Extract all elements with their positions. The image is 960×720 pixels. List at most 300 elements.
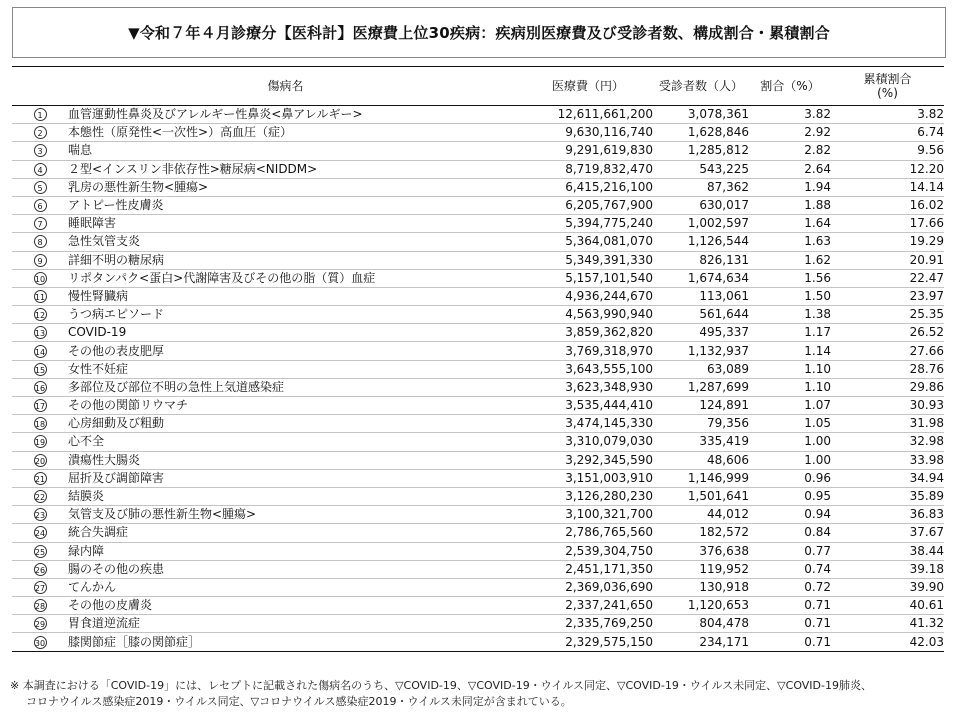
disease-name: 潰瘍性大腸炎	[68, 452, 141, 467]
cumulative-ratio: 3.82	[917, 107, 944, 122]
rank-number: 9	[34, 254, 47, 267]
rank-number: 18	[34, 417, 47, 430]
patient-count: 48,606	[707, 452, 749, 467]
medical-cost-cell	[503, 397, 653, 415]
disease-name-cell	[68, 142, 503, 160]
patient-count: 1,501,641	[687, 489, 749, 504]
cumulative-ratio-cell	[831, 142, 944, 160]
cost-ratio: 0.71	[804, 634, 831, 649]
rank-number-cell	[12, 615, 68, 633]
medical-cost: 2,786,765,560	[565, 525, 653, 540]
disease-name: 血管運動性鼻炎及びアレルギー性鼻炎<鼻アレルギー>	[68, 107, 363, 122]
cost-ratio-cell	[749, 487, 831, 505]
rank-number: 10	[34, 272, 47, 285]
cumulative-ratio-cell	[831, 342, 944, 360]
cost-ratio: 1.94	[804, 179, 831, 194]
patient-count-cell	[653, 360, 749, 378]
cost-ratio-cell	[749, 378, 831, 396]
medical-cost: 12,611,661,200	[557, 107, 653, 122]
table-body	[12, 106, 944, 652]
disease-name-cell	[68, 287, 503, 305]
medical-cost-cell	[503, 615, 653, 633]
disease-name-cell	[68, 124, 503, 142]
disease-name-cell	[68, 415, 503, 433]
cost-ratio: 0.84	[804, 525, 831, 540]
cost-ratio: 0.77	[804, 543, 831, 558]
medical-cost-cell	[503, 160, 653, 178]
rank-number-cell	[12, 378, 68, 396]
patient-count: 1,126,544	[687, 234, 749, 249]
medical-cost-cell	[503, 378, 653, 396]
table-row	[12, 378, 944, 396]
footnote-text-line2: コロナウイルス感染症2019・ウイルス同定、▽コロナウイルス感染症2019・ウイルス未同定が含まれている。	[26, 695, 572, 708]
table-row	[12, 597, 944, 615]
disease-name-cell	[68, 360, 503, 378]
rank-number-cell	[12, 324, 68, 342]
table-row	[12, 487, 944, 505]
patient-count: 113,061	[699, 288, 749, 303]
medical-cost: 6,205,767,900	[565, 198, 653, 213]
rank-number-cell	[12, 124, 68, 142]
cumulative-ratio: 33.98	[909, 452, 944, 467]
cost-ratio-cell	[749, 397, 831, 415]
table-row	[12, 233, 944, 251]
disease-name: 多部位及び部位不明の急性上気道感染症	[68, 379, 285, 394]
patient-count: 561,644	[699, 307, 749, 322]
rank-number: 1	[34, 108, 47, 121]
cost-ratio-cell	[749, 306, 831, 324]
cost-ratio-cell	[749, 142, 831, 160]
medical-cost: 2,539,304,750	[565, 543, 653, 558]
disease-name: 膝関節症［膝の関節症］	[68, 634, 201, 649]
cost-ratio-cell	[749, 269, 831, 287]
cost-ratio: 2.82	[804, 143, 831, 158]
disease-name-cell	[68, 542, 503, 560]
cumulative-ratio: 6.74	[917, 125, 944, 140]
table-row	[12, 469, 944, 487]
cost-ratio-cell	[749, 324, 831, 342]
table-row	[12, 524, 944, 542]
patient-count: 87,362	[707, 179, 749, 194]
medical-cost: 3,769,318,970	[565, 343, 653, 358]
patient-count-cell	[653, 542, 749, 560]
disease-name: その他の表皮肥厚	[68, 343, 165, 358]
disease-name: うつ病エピソード	[68, 307, 165, 322]
patient-count-cell	[653, 178, 749, 196]
patient-count-cell	[653, 560, 749, 578]
table-title-box	[12, 7, 946, 58]
footnote-line1	[10, 678, 950, 694]
disease-name-cell	[68, 397, 503, 415]
medical-cost-cell	[503, 106, 653, 124]
medical-cost-cell	[503, 506, 653, 524]
medical-cost-cell	[503, 124, 653, 142]
cumulative-ratio-cell	[831, 215, 944, 233]
cost-ratio-cell	[749, 106, 831, 124]
table-row	[12, 324, 944, 342]
disease-name: その他の皮膚炎	[68, 598, 153, 613]
cost-ratio: 1.00	[804, 452, 831, 467]
rank-number: 22	[34, 490, 47, 503]
disease-name: COVID-19	[68, 325, 127, 340]
cumulative-ratio-cell	[831, 506, 944, 524]
disease-name-cell	[68, 578, 503, 596]
cost-ratio-cell	[749, 560, 831, 578]
medical-cost-cell	[503, 215, 653, 233]
disease-name-cell	[68, 269, 503, 287]
patient-count: 826,131	[699, 252, 749, 267]
cumulative-ratio-cell	[831, 633, 944, 651]
cumulative-ratio-cell	[831, 324, 944, 342]
rank-number: 12	[34, 308, 47, 321]
patient-count: 130,918	[699, 579, 749, 594]
disease-name: アトピー性皮膚炎	[68, 198, 164, 213]
disease-name: 屈折及び調節障害	[68, 470, 165, 485]
cost-ratio: 2.92	[804, 125, 831, 140]
rank-number-cell	[12, 360, 68, 378]
disease-name: ２型<インスリン非依存性>糖尿病<NIDDM>	[68, 161, 318, 176]
rank-number: 5	[34, 181, 47, 194]
medical-cost-cell	[503, 487, 653, 505]
cumulative-ratio-cell	[831, 397, 944, 415]
cumulative-ratio: 35.89	[909, 489, 944, 504]
patient-count-cell	[653, 578, 749, 596]
disease-name: その他の関節リウマチ	[68, 398, 189, 413]
disease-name: 腸のその他の疾患	[68, 561, 165, 576]
patient-count-cell	[653, 306, 749, 324]
rank-number-cell	[12, 433, 68, 451]
patient-count-cell	[653, 378, 749, 396]
cost-ratio-cell	[749, 615, 831, 633]
cost-ratio-cell	[749, 451, 831, 469]
cost-ratio: 3.82	[804, 107, 831, 122]
cumulative-ratio: 36.83	[909, 507, 944, 522]
medical-cost-cell	[503, 251, 653, 269]
cumulative-ratio: 19.29	[909, 234, 944, 249]
disease-name: 気管支及び肺の悪性新生物<腫瘍>	[68, 507, 257, 522]
disease-name-cell	[68, 215, 503, 233]
disease-name-cell	[68, 251, 503, 269]
rank-number-cell	[12, 397, 68, 415]
medical-cost-cell	[503, 415, 653, 433]
medical-cost: 3,859,362,820	[565, 325, 653, 340]
patient-count: 124,891	[699, 398, 749, 413]
rank-number-cell	[12, 233, 68, 251]
cost-ratio: 1.14	[804, 343, 831, 358]
patient-count: 1,132,937	[687, 343, 749, 358]
disease-name: 喘息	[68, 143, 93, 158]
rank-number: 19	[34, 435, 47, 448]
patient-count-cell	[653, 324, 749, 342]
rank-number: 2	[34, 126, 47, 139]
cost-ratio-cell	[749, 469, 831, 487]
cumulative-ratio: 16.02	[909, 198, 944, 213]
patient-count: 543,225	[699, 161, 749, 176]
rank-number: 28	[34, 599, 47, 612]
disease-cost-table	[12, 66, 944, 652]
cumulative-ratio: 22.47	[909, 270, 944, 285]
medical-cost: 3,310,079,030	[565, 434, 653, 449]
patient-count-cell	[653, 506, 749, 524]
cost-ratio-cell	[749, 124, 831, 142]
cumulative-ratio: 17.66	[909, 216, 944, 231]
medical-cost: 2,369,036,690	[565, 579, 653, 594]
page-title: ▼令和７年４月診療分【医科計】医療費上位30疾病：疾病別医療費及び受診者数、構成割合・累積割合	[128, 24, 830, 42]
cost-ratio: 1.00	[804, 434, 831, 449]
rank-number: 4	[34, 163, 47, 176]
cumulative-ratio: 9.56	[917, 143, 944, 158]
rank-number: 15	[34, 363, 47, 376]
rank-number: 26	[34, 563, 47, 576]
cumulative-ratio-cell	[831, 233, 944, 251]
patient-count-cell	[653, 233, 749, 251]
disease-name-cell	[68, 560, 503, 578]
header-ratio: 割合（%）	[760, 79, 820, 93]
medical-cost-cell	[503, 578, 653, 596]
patient-count-cell	[653, 160, 749, 178]
disease-name-cell	[68, 233, 503, 251]
rank-number: 6	[34, 199, 47, 212]
medical-cost: 4,563,990,940	[565, 307, 653, 322]
medical-cost: 5,394,775,240	[565, 216, 653, 231]
medical-cost: 9,291,619,830	[565, 143, 653, 158]
patient-count: 63,089	[707, 361, 749, 376]
cumulative-ratio-cell	[831, 542, 944, 560]
medical-cost-cell	[503, 142, 653, 160]
footnote-mark: ※	[10, 679, 20, 692]
cumulative-ratio: 39.18	[909, 561, 944, 576]
table-row	[12, 415, 944, 433]
cost-ratio: 1.10	[804, 379, 831, 394]
medical-cost-cell	[503, 196, 653, 214]
rank-number-cell	[12, 506, 68, 524]
patient-count: 335,419	[699, 434, 749, 449]
disease-name: 結膜炎	[68, 489, 105, 504]
medical-cost-cell	[503, 524, 653, 542]
header-medical-cost: 医療費（円）	[551, 79, 624, 93]
rank-number-cell	[12, 269, 68, 287]
patient-count-cell	[653, 451, 749, 469]
medical-cost: 5,364,081,070	[565, 234, 653, 249]
cumulative-ratio-cell	[831, 597, 944, 615]
table-row	[12, 506, 944, 524]
medical-cost-cell	[503, 433, 653, 451]
rank-number: 16	[34, 381, 47, 394]
medical-cost: 5,349,391,330	[565, 252, 653, 267]
rank-number-cell	[12, 142, 68, 160]
cost-ratio: 0.71	[804, 598, 831, 613]
patient-count-cell	[653, 597, 749, 615]
table-row	[12, 560, 944, 578]
cumulative-ratio: 38.44	[909, 543, 944, 558]
disease-name: 統合失調症	[68, 525, 129, 540]
table-row	[12, 124, 944, 142]
medical-cost-cell	[503, 178, 653, 196]
disease-name: 詳細不明の糖尿病	[68, 252, 165, 267]
table-row	[12, 360, 944, 378]
medical-cost: 2,335,769,250	[565, 616, 653, 631]
cost-ratio-cell	[749, 433, 831, 451]
disease-name: 乳房の悪性新生物<腫瘍>	[68, 179, 209, 194]
cumulative-ratio: 30.93	[909, 398, 944, 413]
cost-ratio-cell	[749, 506, 831, 524]
rank-number: 14	[34, 345, 47, 358]
rank-number-cell	[12, 524, 68, 542]
cost-ratio: 0.96	[804, 470, 831, 485]
cost-ratio-cell	[749, 578, 831, 596]
cumulative-ratio-cell	[831, 378, 944, 396]
patient-count: 804,478	[699, 616, 749, 631]
cost-ratio: 1.56	[804, 270, 831, 285]
rank-number: 7	[34, 217, 47, 230]
patient-count: 376,638	[699, 543, 749, 558]
cumulative-ratio-cell	[831, 106, 944, 124]
cost-ratio: 1.62	[804, 252, 831, 267]
medical-cost-cell	[503, 560, 653, 578]
rank-number-cell	[12, 560, 68, 578]
cumulative-ratio-cell	[831, 178, 944, 196]
medical-cost: 4,936,244,670	[565, 288, 653, 303]
disease-name: 本態性（原発性<一次性>）高血圧（症）	[68, 125, 293, 140]
cost-ratio-cell	[749, 215, 831, 233]
disease-name: 睡眠障害	[68, 216, 117, 231]
cost-ratio-cell	[749, 160, 831, 178]
cumulative-ratio: 26.52	[909, 325, 944, 340]
patient-count: 1,674,634	[687, 270, 749, 285]
patient-count-cell	[653, 287, 749, 305]
disease-name: 慢性腎臓病	[68, 288, 129, 303]
disease-name-cell	[68, 597, 503, 615]
rank-number: 30	[34, 636, 47, 649]
table-row	[12, 196, 944, 214]
cost-ratio: 1.17	[804, 325, 831, 340]
header-rank	[12, 67, 68, 106]
header-patients: 受診者数（人）	[658, 79, 743, 93]
cost-ratio-cell	[749, 233, 831, 251]
rank-number: 23	[34, 508, 47, 521]
cumulative-ratio: 39.90	[909, 579, 944, 594]
rank-number: 17	[34, 399, 47, 412]
disease-name-cell	[68, 178, 503, 196]
medical-cost: 3,623,348,930	[565, 379, 653, 394]
cumulative-ratio-cell	[831, 560, 944, 578]
rank-number-cell	[12, 487, 68, 505]
disease-name-cell	[68, 615, 503, 633]
table-header-row	[12, 67, 944, 106]
table-row	[12, 106, 944, 124]
table-row	[12, 287, 944, 305]
cumulative-ratio-cell	[831, 524, 944, 542]
rank-number: 24	[34, 526, 47, 539]
rank-number-cell	[12, 597, 68, 615]
rank-number-cell	[12, 542, 68, 560]
cost-ratio: 1.50	[804, 288, 831, 303]
rank-number-cell	[12, 578, 68, 596]
cumulative-ratio-cell	[831, 451, 944, 469]
cost-ratio: 1.10	[804, 361, 831, 376]
header-cumulative-line2: (%)	[877, 86, 898, 100]
medical-cost-cell	[503, 469, 653, 487]
disease-name-cell	[68, 324, 503, 342]
medical-cost-cell	[503, 451, 653, 469]
patient-count: 79,356	[707, 416, 749, 431]
patient-count-cell	[653, 106, 749, 124]
header-cumulative-line1: 累積割合	[863, 72, 912, 86]
cumulative-ratio-cell	[831, 251, 944, 269]
medical-cost-cell	[503, 360, 653, 378]
patient-count: 44,012	[707, 507, 749, 522]
rank-number-cell	[12, 178, 68, 196]
table-row	[12, 633, 944, 651]
rank-number-cell	[12, 287, 68, 305]
cumulative-ratio: 20.91	[909, 252, 944, 267]
cumulative-ratio: 31.98	[909, 416, 944, 431]
rank-number-cell	[12, 415, 68, 433]
table-row	[12, 306, 944, 324]
medical-cost: 3,643,555,100	[565, 361, 653, 376]
table-row	[12, 433, 944, 451]
table-row	[12, 160, 944, 178]
cumulative-ratio-cell	[831, 124, 944, 142]
cost-ratio-cell	[749, 287, 831, 305]
disease-name-cell	[68, 524, 503, 542]
rank-number-cell	[12, 106, 68, 124]
medical-cost-cell	[503, 597, 653, 615]
patient-count: 495,337	[699, 325, 749, 340]
cumulative-ratio: 25.35	[909, 307, 944, 322]
cost-ratio-cell	[749, 360, 831, 378]
patient-count-cell	[653, 215, 749, 233]
cumulative-ratio: 32.98	[909, 434, 944, 449]
rank-number-cell	[12, 196, 68, 214]
medical-cost-cell	[503, 287, 653, 305]
rank-number-cell	[12, 451, 68, 469]
rank-number-cell	[12, 160, 68, 178]
medical-cost: 3,126,280,230	[565, 489, 653, 504]
table-row	[12, 578, 944, 596]
patient-count-cell	[653, 433, 749, 451]
medical-cost-cell	[503, 542, 653, 560]
table-row	[12, 615, 944, 633]
patient-count-cell	[653, 251, 749, 269]
cumulative-ratio: 37.67	[909, 525, 944, 540]
medical-cost: 3,151,003,910	[565, 470, 653, 485]
disease-name: 心房細動及び粗動	[68, 416, 165, 431]
cumulative-ratio-cell	[831, 415, 944, 433]
cumulative-ratio: 28.76	[909, 361, 944, 376]
cumulative-ratio: 29.86	[909, 379, 944, 394]
medical-cost-cell	[503, 306, 653, 324]
table-row	[12, 142, 944, 160]
patient-count: 1,120,653	[687, 598, 749, 613]
disease-name: 緑内障	[68, 543, 105, 558]
cost-ratio: 1.64	[804, 216, 831, 231]
disease-name-cell	[68, 633, 503, 651]
patient-count: 1,146,999	[687, 470, 749, 485]
cumulative-ratio: 42.03	[909, 634, 944, 649]
cumulative-ratio-cell	[831, 160, 944, 178]
cumulative-ratio: 23.97	[909, 288, 944, 303]
patient-count: 630,017	[699, 198, 749, 213]
rank-number: 11	[34, 290, 47, 303]
rank-number-cell	[12, 342, 68, 360]
cost-ratio: 2.64	[804, 161, 831, 176]
cost-ratio: 1.38	[804, 307, 831, 322]
rank-number: 8	[34, 235, 47, 248]
cost-ratio-cell	[749, 196, 831, 214]
table-row	[12, 178, 944, 196]
cumulative-ratio: 34.94	[909, 470, 944, 485]
